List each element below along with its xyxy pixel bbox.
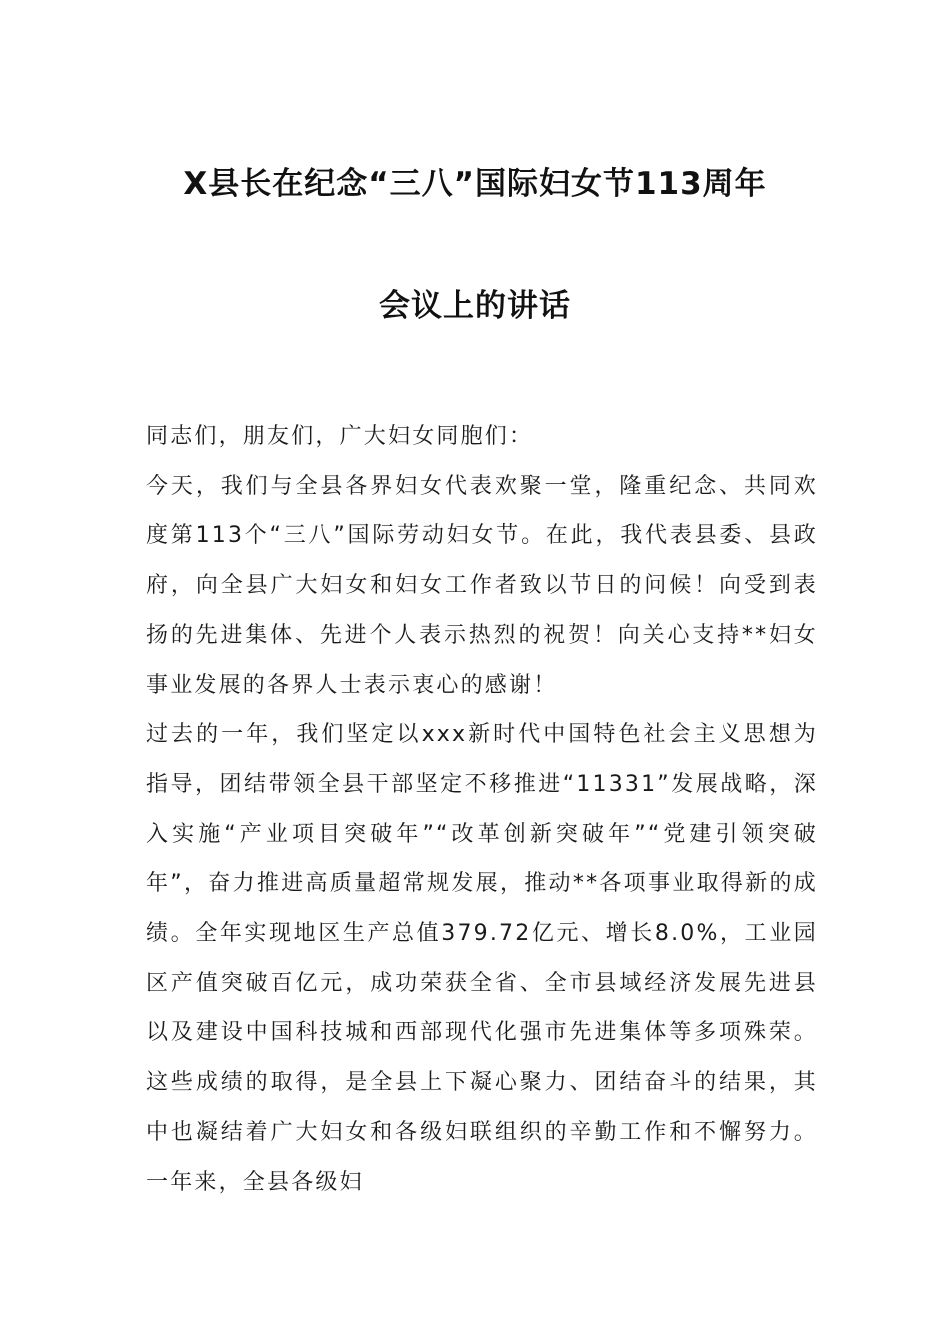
speech-body <box>146 412 818 1207</box>
paragraph-review: 过去的一年，我们坚定以xxx新时代中国特色社会主义思想为指导，团结带领全县干部坚定不移推进“11331”发展战略，深入实施“产业项目突破年”“改革创新突破年”“党建引领突破年”，奋力推进高质量超常规发展，推动**各项事业取得新的成绩。全年实现地区生产总值379.72亿元、增长8.0%，工业园区产值突破百亿元，成功荣获全省、全市县域经济发展先进县以及建设中国科技城和西部现代化强市先进集体等多项殊荣。这些成绩的取得，是全县上下凝心聚力、团结奋斗的结果，其中也凝结着广大妇女和各级妇联组织的辛勤工作和不懈努力。一年来，全县各级妇 <box>146 722 818 1195</box>
title-line-2: 会议上的讲话 <box>379 288 571 324</box>
paragraph-salutation: 同志们，朋友们，广大妇女同胞们： <box>146 424 534 449</box>
paragraph-opening: 今天，我们与全县各界妇女代表欢聚一堂，隆重纪念、共同欢度第113个“三八”国际劳动妇女节。在此，我代表县委、县政府，向全县广大妇女和妇女工作者致以节日的问候！向受到表扬的先进集体、先进个人表示热烈的祝贺！向关心支持**妇女事业发展的各界人士表示衷心的感谢！ <box>146 473 818 698</box>
title-line-1: X县长在纪念“三八”国际妇女节113周年 <box>183 166 767 202</box>
